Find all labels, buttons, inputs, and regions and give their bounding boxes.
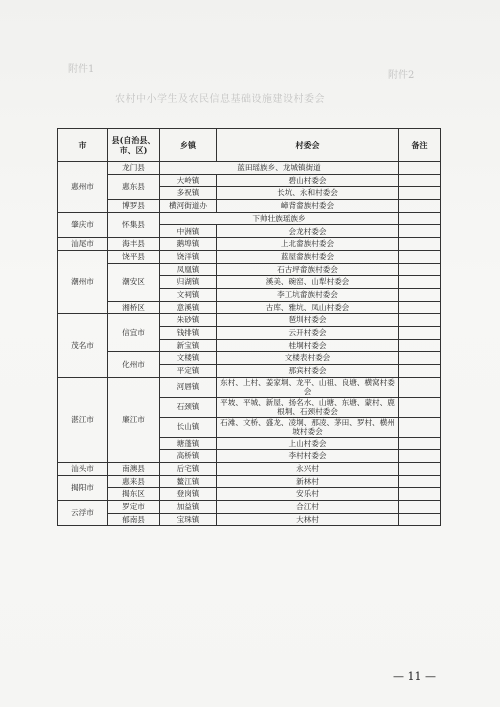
village-cell: 平坡、平城、新屋、扬名水、山塘、东塘、蒙村、鹿根垌、石颈村委会 bbox=[217, 397, 399, 417]
note-cell bbox=[399, 162, 441, 175]
village-cell: 蓝田瑶族乡、龙城镇街道 bbox=[160, 162, 399, 175]
county-cell: 郁南县 bbox=[108, 513, 160, 526]
county-cell: 惠东县 bbox=[108, 174, 160, 199]
village-cell: 嶂背畲族村委会 bbox=[217, 200, 399, 213]
county-cell: 揭东区 bbox=[108, 488, 160, 501]
town-cell: 宝珠镇 bbox=[160, 513, 217, 526]
village-cell: 上北畲族村委会 bbox=[217, 238, 399, 251]
village-cell: 大林村 bbox=[217, 513, 399, 526]
city-cell: 湛江市 bbox=[58, 377, 108, 462]
note-cell bbox=[399, 437, 441, 450]
table-row bbox=[58, 314, 441, 327]
village-cell: 新林村 bbox=[217, 475, 399, 488]
note-cell bbox=[399, 200, 441, 213]
village-cell: 碧山村委会 bbox=[217, 174, 399, 187]
town-cell: 横河街道办 bbox=[160, 200, 217, 213]
county-cell: 湘桥区 bbox=[108, 301, 160, 314]
note-cell bbox=[399, 225, 441, 238]
village-cell: 蓝屋畲族村委会 bbox=[217, 250, 399, 263]
village-cell: 溪美、碗窑、山犁村委会 bbox=[217, 276, 399, 289]
note-cell bbox=[399, 288, 441, 301]
table-row bbox=[58, 377, 441, 397]
table-row bbox=[58, 263, 441, 276]
bleed-through-annex-label: 附件1 bbox=[68, 64, 95, 75]
town-cell: 石颈镇 bbox=[160, 397, 217, 417]
village-cell: 那宾村委会 bbox=[217, 365, 399, 378]
village-cell: 琶圳村委会 bbox=[217, 314, 399, 327]
town-cell: 文祠镇 bbox=[160, 288, 217, 301]
town-cell: 凤凰镇 bbox=[160, 263, 217, 276]
county-cell: 化州市 bbox=[108, 352, 160, 377]
table-row bbox=[58, 212, 441, 225]
town-cell: 饶洋镇 bbox=[160, 250, 217, 263]
note-cell bbox=[399, 339, 441, 352]
header-note: 备注 bbox=[399, 129, 441, 162]
county-cell: 南澳县 bbox=[108, 462, 160, 475]
note-cell bbox=[399, 450, 441, 463]
county-cell: 龙门县 bbox=[108, 162, 160, 175]
table-row bbox=[58, 352, 441, 365]
county-cell: 饶平县 bbox=[108, 250, 160, 263]
town-cell: 长山镇 bbox=[160, 417, 217, 437]
village-cell: 云开村委会 bbox=[217, 326, 399, 339]
county-cell: 信宜市 bbox=[108, 314, 160, 352]
village-cell: 会龙村委会 bbox=[217, 225, 399, 238]
town-cell: 朱砂镇 bbox=[160, 314, 217, 327]
town-cell: 多祝镇 bbox=[160, 187, 217, 200]
village-cell: 桂垌村委会 bbox=[217, 339, 399, 352]
city-cell: 汕头市 bbox=[58, 462, 108, 475]
note-cell bbox=[399, 326, 441, 339]
town-cell: 大岭镇 bbox=[160, 174, 217, 187]
table-row bbox=[58, 501, 441, 514]
note-cell bbox=[399, 301, 441, 314]
table-row bbox=[58, 513, 441, 526]
village-cell: 古库、雅坑、凤山村委会 bbox=[217, 301, 399, 314]
county-cell: 怀集县 bbox=[108, 212, 160, 237]
village-cell: 文楼表村委会 bbox=[217, 352, 399, 365]
city-cell: 肇庆市 bbox=[58, 212, 108, 237]
village-cell: 合江村 bbox=[217, 501, 399, 514]
table-row bbox=[58, 200, 441, 213]
note-cell bbox=[399, 501, 441, 514]
town-cell: 归湖镇 bbox=[160, 276, 217, 289]
town-cell: 下帅壮族瑶族乡 bbox=[160, 212, 399, 225]
table-row bbox=[58, 475, 441, 488]
town-cell: 登岗镇 bbox=[160, 488, 217, 501]
county-cell: 罗定市 bbox=[108, 501, 160, 514]
county-cell: 博罗县 bbox=[108, 200, 160, 213]
header-city: 市 bbox=[58, 129, 108, 162]
town-cell: 鹅埠镇 bbox=[160, 238, 217, 251]
bleed-through-annex-label-2: 附件2 bbox=[388, 70, 415, 81]
village-cell: 石古坪畲族村委会 bbox=[217, 263, 399, 276]
town-cell: 钱排镇 bbox=[160, 326, 217, 339]
town-cell: 河唇镇 bbox=[160, 377, 217, 397]
city-cell: 云浮市 bbox=[58, 501, 108, 526]
header-town: 乡镇 bbox=[160, 129, 217, 162]
village-cell: 安乐村 bbox=[217, 488, 399, 501]
town-cell: 塘蓬镇 bbox=[160, 437, 217, 450]
village-cell: 李村村委会 bbox=[217, 450, 399, 463]
note-cell bbox=[399, 238, 441, 251]
page-number: — 11 — bbox=[393, 670, 436, 683]
city-cell: 揭阳市 bbox=[58, 475, 108, 500]
city-cell: 潮州市 bbox=[58, 250, 108, 313]
note-cell bbox=[399, 417, 441, 437]
village-cell: 上山村委会 bbox=[217, 437, 399, 450]
note-cell bbox=[399, 250, 441, 263]
village-cell: 长坑、永和村委会 bbox=[217, 187, 399, 200]
note-cell bbox=[399, 377, 441, 397]
note-cell bbox=[399, 488, 441, 501]
table-header-row bbox=[58, 129, 441, 162]
city-cell: 汕尾市 bbox=[58, 238, 108, 251]
note-cell bbox=[399, 352, 441, 365]
note-cell bbox=[399, 276, 441, 289]
note-cell bbox=[399, 397, 441, 417]
header-county: 县(自治县、市、区) bbox=[108, 129, 160, 162]
table-row bbox=[58, 462, 441, 475]
village-committee-table bbox=[57, 128, 441, 526]
county-cell: 海丰县 bbox=[108, 238, 160, 251]
town-cell: 意溪镇 bbox=[160, 301, 217, 314]
village-cell: 石滩、文桥、盛龙、凌垌、那凌、茅田、罗村、横州坡村委会 bbox=[217, 417, 399, 437]
note-cell bbox=[399, 513, 441, 526]
table-row bbox=[58, 488, 441, 501]
table-row bbox=[58, 301, 441, 314]
county-cell: 廉江市 bbox=[108, 377, 160, 462]
town-cell: 鳌江镇 bbox=[160, 475, 217, 488]
town-cell: 平定镇 bbox=[160, 365, 217, 378]
village-cell: 永兴村 bbox=[217, 462, 399, 475]
table-row bbox=[58, 238, 441, 251]
town-cell: 高桥镇 bbox=[160, 450, 217, 463]
note-cell bbox=[399, 314, 441, 327]
note-cell bbox=[399, 365, 441, 378]
town-cell: 新宝镇 bbox=[160, 339, 217, 352]
note-cell bbox=[399, 462, 441, 475]
note-cell bbox=[399, 475, 441, 488]
table-row bbox=[58, 174, 441, 187]
village-cell: 东村、上村、姜家垌、龙平、山祖、良塘、横窝村委会 bbox=[217, 377, 399, 397]
note-cell bbox=[399, 174, 441, 187]
city-cell: 茂名市 bbox=[58, 314, 108, 377]
village-cell: 李工坑畲族村委会 bbox=[217, 288, 399, 301]
city-cell: 惠州市 bbox=[58, 162, 108, 213]
county-cell: 潮安区 bbox=[108, 263, 160, 301]
bleed-through-title: 农村中小学生及农民信息基础设施建设村委会 bbox=[115, 94, 325, 105]
town-cell: 中洲镇 bbox=[160, 225, 217, 238]
table-row bbox=[58, 250, 441, 263]
town-cell: 后宅镇 bbox=[160, 462, 217, 475]
note-cell bbox=[399, 263, 441, 276]
header-village: 村委会 bbox=[217, 129, 399, 162]
county-cell: 惠来县 bbox=[108, 475, 160, 488]
note-cell bbox=[399, 212, 441, 225]
town-cell: 加益镇 bbox=[160, 501, 217, 514]
note-cell bbox=[399, 187, 441, 200]
town-cell: 文楼镇 bbox=[160, 352, 217, 365]
table-row bbox=[58, 162, 441, 175]
